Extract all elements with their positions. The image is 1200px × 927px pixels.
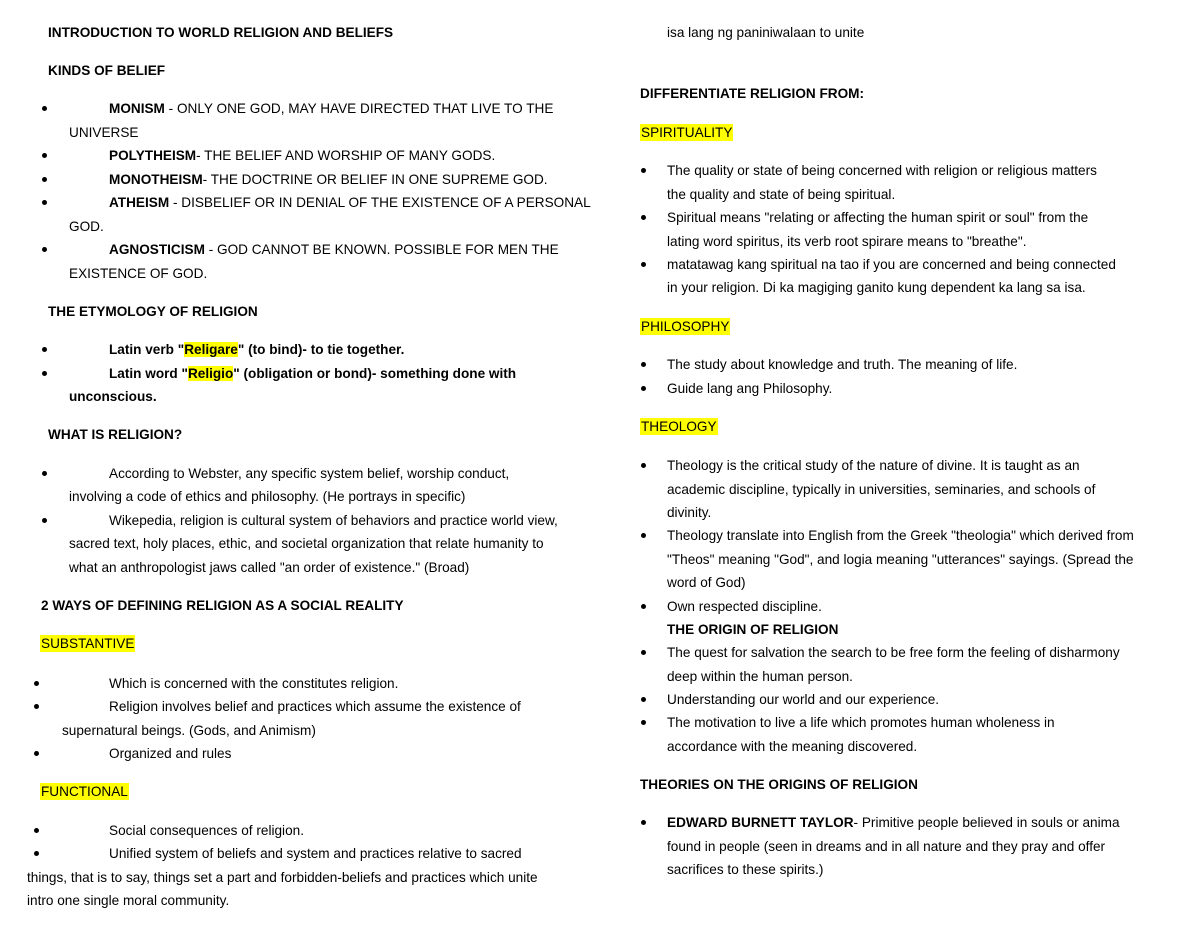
bullet-icon (641, 604, 646, 609)
substantive-item: Which is concerned with the constitutes religion. (109, 676, 399, 691)
bullet-icon (42, 247, 47, 252)
theology-item-cont: word of God) (667, 575, 746, 590)
functional-label: FUNCTIONAL (41, 784, 128, 799)
bullet-icon (42, 177, 47, 182)
taylor-theory: EDWARD BURNETT TAYLOR- Primitive people believed in souls or anima (667, 815, 1120, 830)
monism-item: MONISM - ONLY ONE GOD, MAY HAVE DIRECTED THAT LIVE TO THE (109, 101, 554, 116)
bullet-icon (641, 720, 646, 725)
webster-definition-cont: involving a code of ethics and philosophy. (He portrays in specific) (69, 489, 466, 504)
bullet-icon (641, 650, 646, 655)
bullet-icon (34, 851, 39, 856)
bullet-icon (42, 371, 47, 376)
spirituality-item-cont: the quality and state of being spiritual. (667, 187, 896, 202)
theology-item: Theology translate into English from the Greek "theologia" which derived from (667, 528, 1134, 543)
bullet-icon (42, 471, 47, 476)
differentiate-heading: DIFFERENTIATE RELIGION FROM: (640, 86, 865, 101)
bullet-icon (42, 518, 47, 523)
bullet-icon (34, 704, 39, 709)
bullet-icon (641, 386, 646, 391)
continued-line: isa lang ng paniniwalaan to unite (667, 25, 865, 40)
theories-heading: THEORIES ON THE ORIGINS OF RELIGION (640, 777, 918, 792)
polytheism-item: POLYTHEISM- THE BELIEF AND WORSHIP OF MANY GODS. (109, 148, 496, 163)
theology-item-cont: academic discipline, typically in universities, seminaries, and schools of (667, 482, 1096, 497)
substantive-label: SUBSTANTIVE (41, 636, 135, 651)
monotheism-item: MONOTHEISM- THE DOCTRINE OR BELIEF IN ONE SUPREME GOD. (109, 172, 548, 187)
spirituality-item-cont: lating word spiritus, its verb root spirare means to "breathe". (667, 234, 1027, 249)
theology-label: THEOLOGY (641, 419, 717, 434)
philosophy-label: PHILOSOPHY (641, 319, 730, 334)
bullet-icon (641, 820, 646, 825)
spirituality-item-cont: in your religion. Di ka magiging ganito kung dependent ka lang sa isa. (667, 280, 1086, 295)
bullet-icon (34, 751, 39, 756)
bullet-icon (641, 262, 646, 267)
origin-item-cont: accordance with the meaning discovered. (667, 739, 918, 754)
kinds-of-belief-heading: KINDS OF BELIEF (48, 63, 166, 78)
webster-definition: According to Webster, any specific system belief, worship conduct, (109, 466, 510, 481)
bullet-icon (42, 347, 47, 352)
bullet-icon (34, 828, 39, 833)
theology-item: Theology is the critical study of the nature of divine. It is taught as an (667, 458, 1080, 473)
document-title: INTRODUCTION TO WORLD RELIGION AND BELIEFS (48, 25, 394, 40)
origin-item: The motivation to live a life which promotes human wholeness in (667, 715, 1055, 730)
taylor-theory-cont: found in people (seen in dreams and in all nature and they pray and offer (667, 839, 1106, 854)
functional-item: Unified system of beliefs and system and practices relative to sacred (109, 846, 522, 861)
agnosticism-item-cont: EXISTENCE OF GOD. (69, 266, 208, 281)
bullet-icon (42, 153, 47, 158)
wikipedia-definition-cont: what an anthropologist jaws called "an order of existence." (Broad) (69, 560, 470, 575)
functional-item-cont: intro one single moral community. (27, 893, 230, 908)
bullet-icon (641, 463, 646, 468)
etymology-religare: Latin verb "Religare" (to bind)- to tie together. (109, 342, 405, 357)
origin-item: Understanding our world and our experience. (667, 692, 940, 707)
taylor-theory-cont: sacrifices to these spirits.) (667, 862, 824, 877)
spirituality-item: The quality or state of being concerned with religion or religious matters (667, 163, 1097, 178)
functional-item: Social consequences of religion. (109, 823, 304, 838)
philosophy-item: The study about knowledge and truth. The meaning of life. (667, 357, 1018, 372)
bullet-icon (34, 681, 39, 686)
substantive-item: Organized and rules (109, 746, 232, 761)
spirituality-label: SPIRITUALITY (641, 125, 733, 140)
theology-item-cont: divinity. (667, 505, 712, 520)
monism-item-cont: UNIVERSE (69, 125, 139, 140)
atheism-item-cont: GOD. (69, 219, 104, 234)
bullet-icon (641, 215, 646, 220)
bullet-icon (641, 168, 646, 173)
substantive-item: Religion involves belief and practices which assume the existence of (109, 699, 521, 714)
origin-item: The quest for salvation the search to be free form the feeling of disharmony (667, 645, 1120, 660)
bullet-icon (42, 106, 47, 111)
philosophy-item: Guide lang ang Philosophy. (667, 381, 833, 396)
origin-heading: THE ORIGIN OF RELIGION (667, 622, 839, 637)
etymology-religio-cont: unconscious. (69, 389, 157, 404)
spirituality-item: matatawag kang spiritual na tao if you are concerned and being connected (667, 257, 1116, 272)
functional-item-cont: things, that is to say, things set a part and forbidden-beliefs and practices which unite (27, 870, 538, 885)
bullet-icon (641, 697, 646, 702)
what-is-religion-heading: WHAT IS RELIGION? (48, 427, 183, 442)
theology-item-cont: "Theos" meaning "God", and logia meaning "utterances" sayings. (Spread the (667, 552, 1134, 567)
bullet-icon (42, 200, 47, 205)
bullet-icon (641, 533, 646, 538)
atheism-item: ATHEISM - DISBELIEF OR IN DENIAL OF THE EXISTENCE OF A PERSONAL (109, 195, 591, 210)
theology-item: Own respected discipline. (667, 599, 822, 614)
bullet-icon (641, 362, 646, 367)
etymology-heading: THE ETYMOLOGY OF RELIGION (48, 304, 258, 319)
wikipedia-definition-cont: sacred text, holy places, ethic, and societal organization that relate humanity to (69, 536, 544, 551)
origin-item-cont: deep within the human person. (667, 669, 853, 684)
spirituality-item: Spiritual means "relating or affecting the human spirit or soul" from the (667, 210, 1089, 225)
two-ways-heading: 2 WAYS OF DEFINING RELIGION AS A SOCIAL REALITY (41, 598, 404, 613)
substantive-item-cont: supernatural beings. (Gods, and Animism) (62, 723, 316, 738)
etymology-religio: Latin word "Religio" (obligation or bond)- something done with (109, 366, 517, 381)
agnosticism-item: AGNOSTICISM - GOD CANNOT BE KNOWN. POSSIBLE FOR MEN THE (109, 242, 559, 257)
wikipedia-definition: Wikepedia, religion is cultural system of behaviors and practice world view, (109, 513, 558, 528)
